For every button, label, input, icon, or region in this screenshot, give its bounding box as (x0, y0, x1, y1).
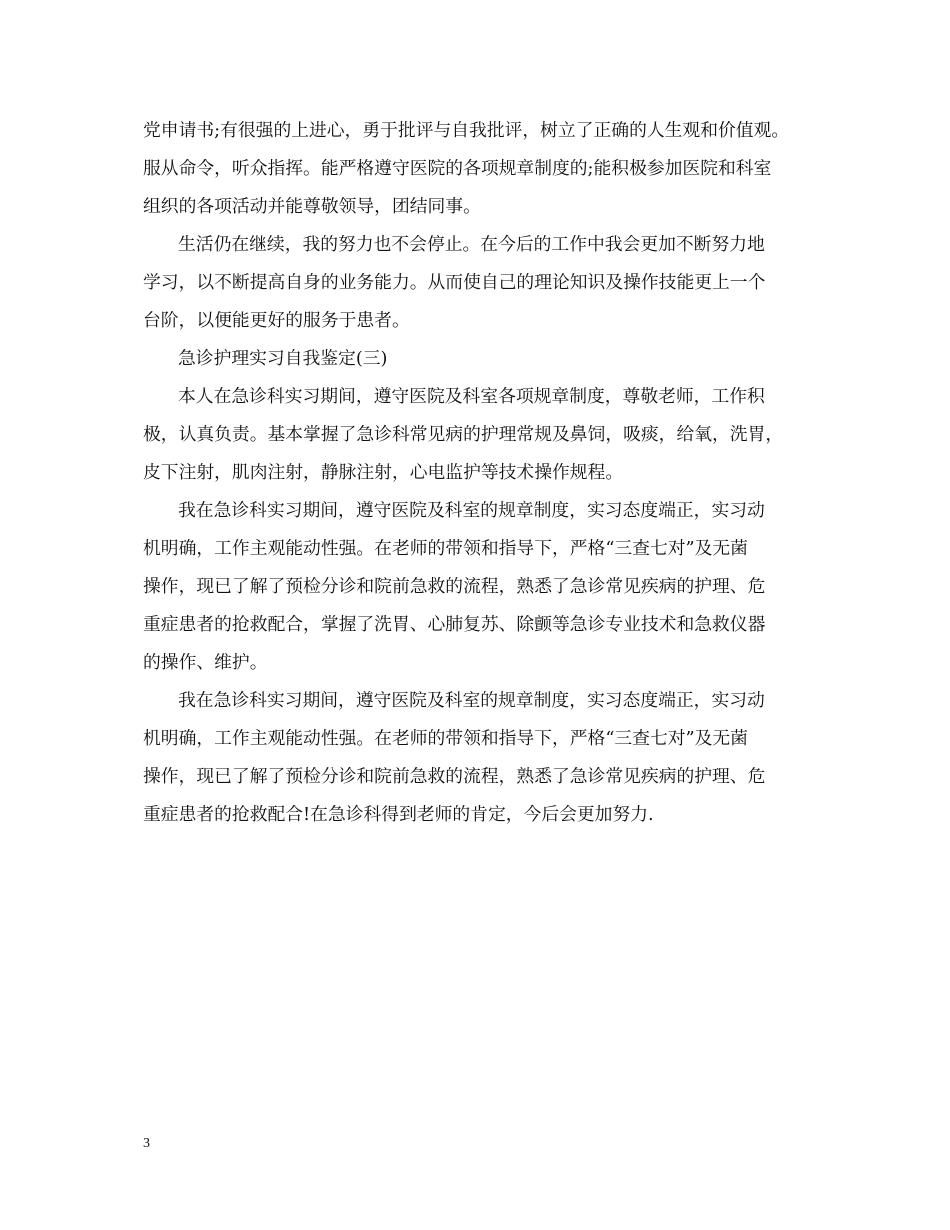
paragraph-first-line: 本人在急诊科实习期间，遵守医院及科室各项规章制度，尊敬老师，工作积 (178, 386, 765, 407)
text-line: 机明确，工作主观能动性强。在老师的带领和指导下，严格“三查七对”及无菌 (143, 728, 748, 749)
text-line: 组织的各项活动并能尊敬领导，团结同事。 (143, 196, 481, 217)
paragraph-first-line: 我在急诊科实习期间，遵守医院及科室的规章制度，实习态度端正，实习动 (178, 690, 765, 711)
text-line: 极，认真负责。基本掌握了急诊科常见病的护理常规及鼻饲，吸痰，给氧，洗胃， (143, 424, 784, 445)
page-number: 3 (143, 1136, 150, 1151)
document-body (143, 112, 833, 834)
text-line: 重症患者的抢救配合，掌握了洗胃、心肺复苏、除颤等急诊专业技术和急救仪器 (143, 614, 766, 635)
text-line: 操作，现已了解了预检分诊和院前急救的流程，熟悉了急诊常见疾病的护理、危 (143, 576, 766, 597)
text-line: 操作，现已了解了预检分诊和院前急救的流程，熟悉了急诊常见疾病的护理、危 (143, 766, 766, 787)
section-heading: 急诊护理实习自我鉴定(三) (178, 348, 388, 369)
paragraph-first-line: 我在急诊科实习期间，遵守医院及科室的规章制度，实习态度端正，实习动 (178, 500, 765, 521)
text-line: 的操作、维护。 (143, 652, 268, 673)
paragraph-first-line: 生活仍在继续，我的努力也不会停止。在今后的工作中我会更加不断努力地 (178, 234, 765, 255)
text-line: 学习，以不断提高自身的业务能力。从而使自己的理论知识及操作技能更上一个 (143, 272, 766, 293)
text-line: 服从命令，听众指挥。能严格遵守医院的各项规章制度的;能积极参加医院和科室 (143, 158, 772, 179)
text-line: 台阶，以便能更好的服务于患者。 (143, 310, 410, 331)
text-line: 党申请书;有很强的上进心，勇于批评与自我批评，树立了正确的人生观和价值观。 (143, 120, 790, 141)
text-line: 机明确，工作主观能动性强。在老师的带领和指导下，严格“三查七对”及无菌 (143, 538, 748, 559)
text-line: 皮下注射，肌肉注射，静脉注射，心电监护等技术操作规程。 (143, 462, 624, 483)
text-line: 重症患者的抢救配合!在急诊科得到老师的肯定，今后会更加努力. (143, 804, 654, 825)
